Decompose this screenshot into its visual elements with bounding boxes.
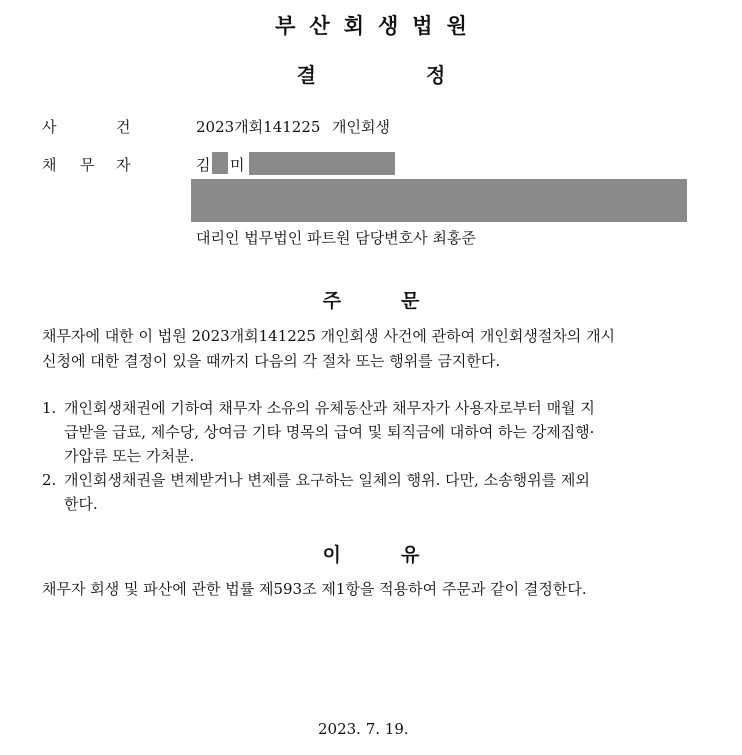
document-title-part1: 결 — [296, 63, 316, 87]
redaction-block-name — [212, 152, 228, 174]
representative: 대리인 법무법인 파트원 담당변호사 최홍준 — [196, 229, 476, 247]
debtor-label-char-3: 자 — [116, 156, 131, 174]
case-label-char-2: 건 — [116, 118, 131, 136]
order-item-1-line-1: 개인회생채권에 기하여 채무자 소유의 유체동산과 채무자가 사용자로부터 매월 지 — [64, 399, 595, 417]
reason-text: 채무자 회생 및 파산에 관한 법률 제593조 제1항을 적용하여 주문과 같이 결정한다. — [42, 580, 587, 598]
order-item-1-line-3: 가압류 또는 가처분. — [64, 447, 195, 465]
case-number: 2023개회141225 — [196, 118, 321, 136]
order-intro-line-1: 채무자에 대한 이 법원 2023개회141225 개인회생 사건에 관하여 개인회생절차의 개시 — [42, 327, 616, 345]
order-heading-part2: 문 — [401, 290, 420, 312]
redaction-block-id — [249, 152, 395, 175]
debtor-label-char-1: 채 — [42, 156, 57, 174]
document-title-part2: 정 — [426, 63, 446, 87]
reason-heading-part2: 유 — [401, 544, 420, 566]
reason-heading — [0, 540, 742, 567]
decision-date: 2023. 7. 19. — [318, 720, 409, 738]
order-heading — [0, 286, 742, 313]
order-item-2-line-2: 한다. — [64, 495, 98, 513]
order-item-2-line-1: 개인회생채권을 변제받거나 변제를 요구하는 일체의 행위. 다만, 소송행위를 제외 — [64, 471, 590, 489]
order-intro-line-2: 신청에 대한 결정이 있을 때까지 다음의 각 절차 또는 행위를 금지한다. — [42, 352, 501, 370]
order-item-2-number: 2. — [42, 471, 57, 489]
reason-heading-part1: 이 — [322, 544, 341, 566]
debtor-label-char-2: 무 — [80, 156, 95, 174]
redaction-block-address — [191, 179, 687, 222]
court-name: 부산회생법원 — [275, 14, 481, 38]
order-heading-part1: 주 — [322, 290, 341, 312]
debtor-name-last: 미 — [230, 156, 245, 174]
order-item-1-number: 1. — [42, 399, 57, 417]
debtor-name-first: 김 — [196, 156, 211, 174]
case-label-char-1: 사 — [42, 118, 57, 136]
order-item-1-line-2: 급받을 급료, 제수당, 상여금 기타 명목의 급여 및 퇴직금에 대하여 하는 강제집행· — [64, 423, 595, 441]
document-title — [0, 59, 742, 88]
case-type: 개인회생 — [332, 118, 390, 136]
